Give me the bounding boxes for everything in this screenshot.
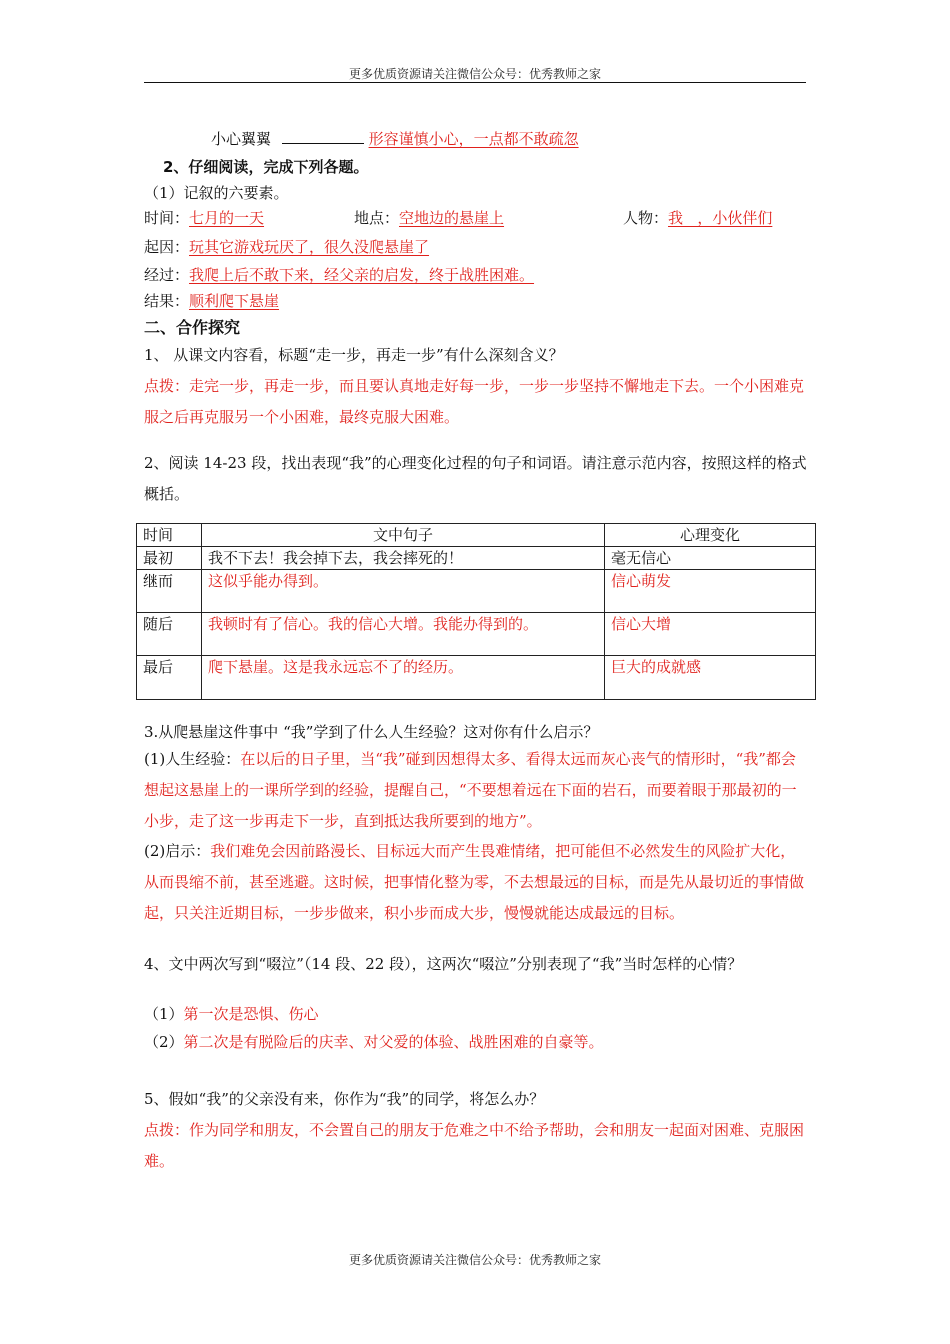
- place-field: [354, 207, 504, 228]
- row-time: 继而: [137, 570, 202, 613]
- row-change: 巨大的成就感: [605, 656, 816, 700]
- row-change: 信心萌发: [605, 570, 816, 613]
- question-3: 3.从爬悬崖这件事中 “我”学到了什么人生经验？这对你有什么启示？: [144, 723, 599, 741]
- insight-label: (2)启示：: [144, 842, 211, 860]
- result-value: 顺利爬下悬崖: [189, 292, 280, 310]
- table-row: [137, 547, 816, 570]
- a4-1-label: （1）: [144, 1005, 184, 1023]
- row-time: 最后: [137, 656, 202, 700]
- process-label: 经过：: [144, 266, 190, 284]
- question-1: 1、 从课文内容看，标题“走一步，再走一步”有什么深刻含义？: [144, 346, 564, 364]
- answer-1: 点拨：走完一步，再走一步，而且要认真地走好每一步，一步一步坚持不懈地走下去。一个小困难克服之后再克服另一个小困难，最终克服大困难。: [144, 377, 805, 426]
- people-value: 我 ，小伙伴们: [668, 209, 773, 227]
- time-value: 七月的一天: [189, 209, 265, 227]
- experience-label: (1)人生经验：: [144, 750, 241, 768]
- time-field: [144, 207, 297, 228]
- row-sentence: 我顿时有了信心。我的信心大增。我能办得到的。: [202, 613, 605, 656]
- vocab-line: [211, 128, 579, 149]
- question-2: 2、阅读 14-23 段，找出表现“我”的心理变化过程的句子和词语。请注意示范内容，按照这样的格式概括。: [144, 454, 807, 503]
- people-field: [623, 207, 772, 228]
- vocab-word: 小心翼翼: [211, 130, 272, 148]
- section-title: 二、合作探究: [144, 318, 241, 337]
- table-row: [137, 656, 816, 700]
- question-5: 5、假如“我”的父亲没有来，你作为“我”的同学，将怎么办？: [144, 1090, 545, 1108]
- mood-change-table: [136, 523, 816, 700]
- place-label: 地点：: [354, 209, 400, 227]
- cause-field: [144, 236, 429, 257]
- page-header: 更多优质资源请关注微信公众号：优秀教师之家: [348, 67, 601, 81]
- six-elements-heading: （1）记叙的六要素。: [144, 184, 289, 202]
- result-field: [144, 290, 279, 311]
- cause-value: 玩其它游戏玩厌了，很久没爬悬崖了: [189, 238, 430, 256]
- answer-5: 点拨：作为同学和朋友，不会置自己的朋友于危难之中不给予帮助，会和朋友一起面对困难、克服困难。: [144, 1121, 805, 1170]
- process-value: 我爬上后不敢下来，经父亲的启发，终于战胜困难。: [189, 266, 535, 284]
- header-time: 时间: [137, 524, 202, 547]
- table-header-row: [137, 524, 816, 547]
- a4-1-text: 第一次是恐惧、伤心: [183, 1005, 319, 1023]
- row-time: 随后: [137, 613, 202, 656]
- header-change: 心理变化: [605, 524, 816, 547]
- q2-title: 2、仔细阅读，完成下列各题。: [163, 158, 369, 176]
- answer-4-first: [144, 1003, 319, 1024]
- cause-label: 起因：: [144, 238, 190, 256]
- row-sentence: 这似乎能办得到。: [202, 570, 605, 613]
- row-sentence: 爬下悬崖。这是我永远忘不了的经历。: [202, 656, 605, 700]
- table-row: [137, 613, 816, 656]
- answer-3-experience: [144, 744, 809, 837]
- row-time: 最初: [137, 547, 202, 570]
- place-value: 空地边的悬崖上: [399, 209, 505, 227]
- experience-text: 在以后的日子里，当“我”碰到因想得太多、看得太远而灰心丧气的情形时，“我”都会想起这悬崖上的一课所学到的经验，提醒自己，“不要想着远在下面的岩石，而要着眼于那最初的一小步，走了这一步再走下一步，直到抵达我所要到的地方”。: [144, 750, 797, 830]
- row-change: 信心大增: [605, 613, 816, 656]
- time-label: 时间：: [144, 209, 190, 227]
- vocab-blank: [282, 129, 364, 144]
- row-change: 毫无信心: [605, 547, 816, 570]
- question-4: 4、文中两次写到“啜泣”（14 段、22 段），这两次“啜泣”分别表现了“我”当时怎样的心情？: [144, 955, 743, 973]
- header-divider: [144, 82, 806, 83]
- page-footer: 更多优质资源请关注微信公众号：优秀教师之家: [348, 1253, 601, 1267]
- a4-2-text: 第二次是有脱险后的庆幸、对父爱的体验、战胜困难的自豪等。: [183, 1033, 604, 1051]
- a4-2-label: （2）: [144, 1033, 184, 1051]
- table-row: [137, 570, 816, 613]
- people-label: 人物：: [623, 209, 669, 227]
- insight-text: 我们难免会因前路漫长、目标远大而产生畏难情绪，把可能但不必然发生的风险扩大化，从而畏缩不前，甚至逃避。这时候，把事情化整为零，不去想最远的目标，而是先从最切近的事情做起，只关注近期目标，一步步做来，积小步而成大步，慢慢就能达成最远的目标。: [144, 842, 805, 922]
- process-field: [144, 264, 534, 285]
- result-label: 结果：: [144, 292, 190, 310]
- answer-4-second: [144, 1031, 604, 1052]
- row-sentence: 我不下去！我会掉下去，我会摔死的！: [202, 547, 605, 570]
- vocab-definition: 形容谨慎小心，一点都不敢疏忽: [368, 130, 579, 148]
- answer-3-insight: [144, 836, 809, 929]
- header-sentence: 文中句子: [202, 524, 605, 547]
